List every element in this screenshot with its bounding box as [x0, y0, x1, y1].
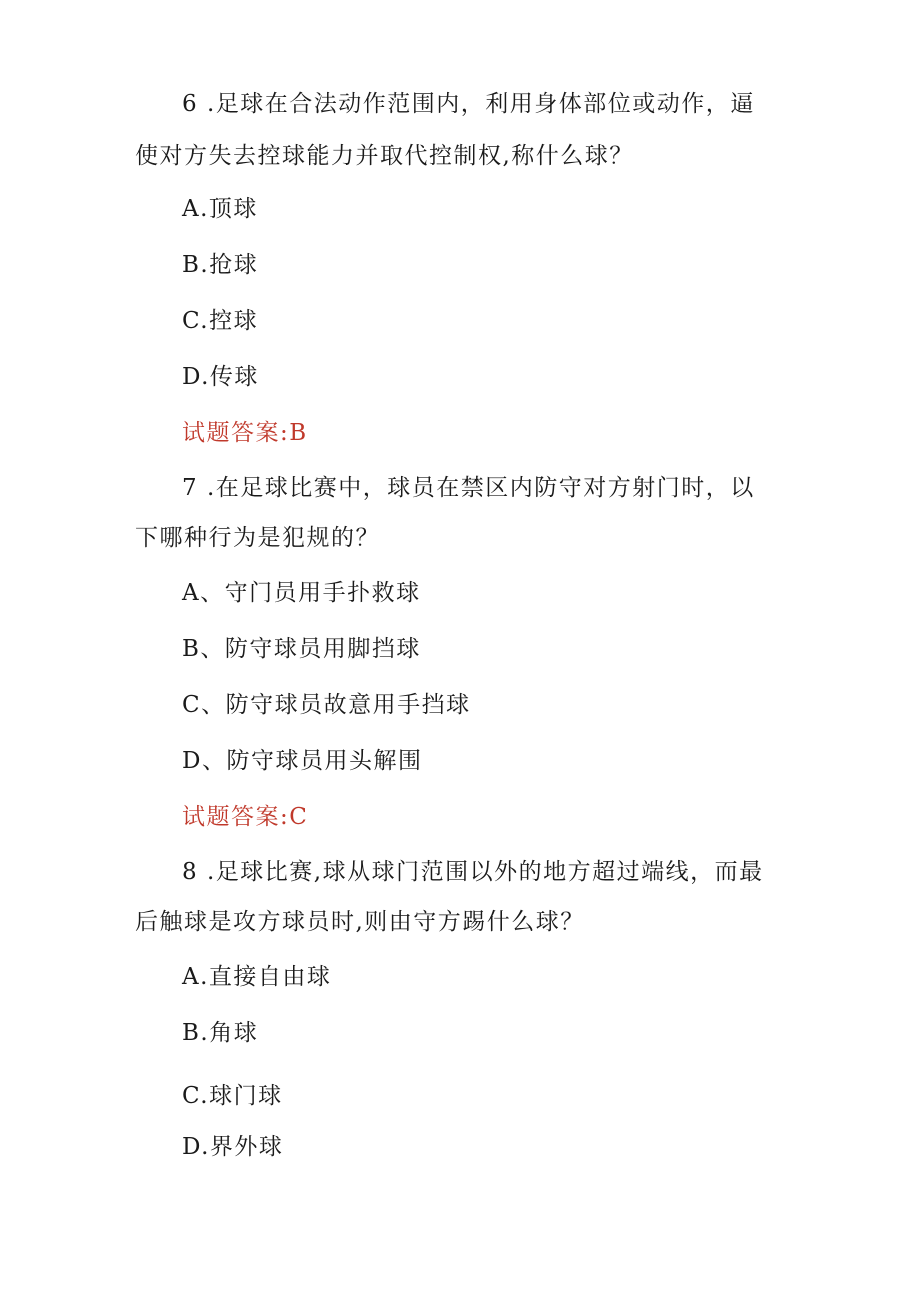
question-8-option-c: C.球门球	[182, 1083, 283, 1109]
question-7-option-c: C、防守球员故意用手挡球	[182, 692, 471, 718]
question-8-text-line-2: 后触球是攻方球员时,则由守方踢什么球？	[135, 909, 585, 935]
question-7-answer: 试题答案:C	[182, 804, 309, 830]
question-7-text-line-1: 7 .在足球比赛中，球员在禁区内防守对方射门时，以	[182, 475, 755, 501]
question-8-option-b: B.角球	[182, 1020, 259, 1046]
question-6-option-d: D.传球	[182, 364, 259, 390]
question-6-text-line-1: 6 .足球在合法动作范围内，利用身体部位或动作，逼	[182, 91, 755, 117]
question-8-option-d: D.界外球	[182, 1134, 284, 1160]
question-7-option-d: D、防守球员用头解围	[182, 748, 423, 774]
question-7-option-a: A、守门员用手扑救球	[182, 580, 421, 606]
question-6-text-line-2: 使对方失去控球能力并取代控制权,称什么球？	[135, 143, 634, 169]
question-7-option-b: B、防守球员用脚挡球	[182, 636, 421, 662]
question-6-answer: 试题答案:B	[182, 420, 308, 446]
question-7-text-line-2: 下哪种行为是犯规的？	[135, 525, 380, 551]
question-6-option-c: C.控球	[182, 308, 259, 334]
question-8-text-line-1: 8 .足球比赛,球从球门范围以外的地方超过端线，而最	[182, 859, 764, 885]
question-6-option-a: A.顶球	[182, 196, 258, 222]
question-6-option-b: B.抢球	[182, 252, 259, 278]
question-8-option-a: A.直接自由球	[182, 964, 332, 990]
